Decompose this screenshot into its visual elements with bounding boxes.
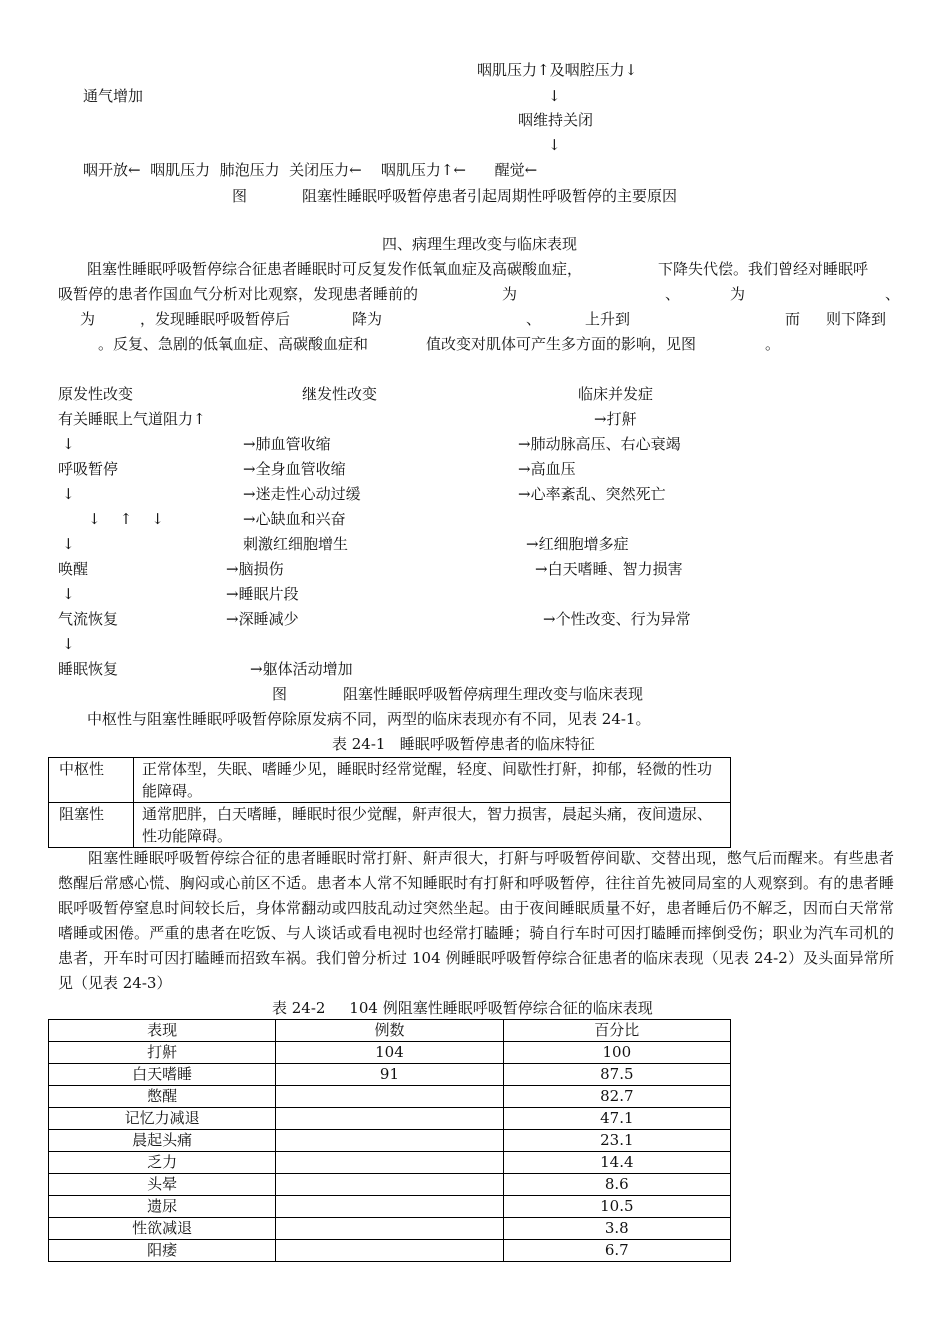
table-row	[49, 1064, 731, 1086]
para1-l3c: 降为	[352, 310, 383, 328]
fig2-right-6: →个性改变、行为异常	[543, 610, 691, 628]
fig1-line3: 咽开放← 咽肌压力 肺泡压力 关闭压力← 咽肌压力↑← 醒觉←	[83, 161, 538, 179]
fig2-caption: 阻塞性睡眠呼吸暂停病理生理改变与临床表现	[343, 685, 644, 703]
table2-header: 表现	[49, 1020, 276, 1042]
para1-l2e: 、	[885, 285, 901, 303]
table-row	[49, 1240, 731, 1262]
fig2-mid-6: →睡眠片段	[226, 585, 299, 603]
fig2-right-0: →打鼾	[594, 410, 637, 428]
fig2-right-5: →白天嗜睡、智力损害	[535, 560, 683, 578]
table2-cell	[276, 1240, 503, 1262]
fig2-right-4: →红细胞增多症	[526, 535, 629, 553]
table2-cell: 晨起头痛	[49, 1130, 276, 1152]
para1-l4a: 。反复、急剧的低氧血症、高碳酸血症和	[98, 335, 369, 353]
table2-cell	[276, 1174, 503, 1196]
table2-cell: 憋醒	[49, 1086, 276, 1108]
para1-l3b: ，发现睡眠呼吸暂停后	[140, 310, 291, 328]
table-row	[49, 1086, 731, 1108]
table2-cell: 头晕	[49, 1174, 276, 1196]
table2-cell: 阳痿	[49, 1240, 276, 1262]
table2-cell: 10.5	[503, 1196, 730, 1218]
table2-cell	[276, 1218, 503, 1240]
para1-l4c: 。	[765, 335, 781, 353]
table2-cell: 87.5	[503, 1064, 730, 1086]
para1-l3d: 、	[526, 310, 542, 328]
table2-cell: 打鼾	[49, 1042, 276, 1064]
fig2-right-2: →高血压	[518, 460, 576, 478]
para3: 阻塞性睡眠呼吸暂停综合征的患者睡眠时常打鼾、鼾声很大，打鼾与呼吸暂停间歇、交替出现，憋气后而醒来。有些患者憋醒后常感心慌、胸闷或心前区不适。患者本人常不知睡眠时有打鼾和呼吸暂停，往往首先被同局室的人观察到。有的患者睡眠呼吸暂停窒息时间较长后，身体常翻动或四肢乱动过突然坐起。由于夜间睡眠质量不好，患者睡后仍不解乏，因而白天常常嗜睡或困倦。严重的患者在吃饭、与人谈话或看电视时也经常打瞌睡；骑自行车时可因打瞌睡而摔倒受伤；职业为汽车司机的患者，开车时可因打瞌睡而招致车祸。我们曾分析过 104 例睡眠呼吸暂停综合征患者的临床表现（见表 24-2）及头面异常所见（见表 24-3）	[58, 849, 894, 992]
fig1-caption: 阻塞性睡眠呼吸暂停患者引起周期性呼吸暂停的主要原因	[302, 187, 678, 205]
table2	[48, 1019, 731, 1262]
table2-cell: 乏力	[49, 1152, 276, 1174]
para1-l2d: 为	[730, 285, 746, 303]
table-row	[49, 1218, 731, 1240]
fig1-vent: 通气增加	[83, 87, 144, 105]
fig2-header-primary: 原发性改变	[58, 385, 134, 403]
para1-l2b: 为	[502, 285, 518, 303]
fig2-mid-1: →全身血管收缩	[243, 460, 346, 478]
fig2-right-1: →肺动脉高压、右心衰竭	[518, 435, 681, 453]
table2-cell: 104	[276, 1042, 503, 1064]
fig2-left-3: ↓	[62, 485, 75, 503]
table2-cell: 47.1	[503, 1108, 730, 1130]
table1	[48, 757, 731, 848]
fig2-mid-2: →迷走性心动过缓	[243, 485, 361, 503]
table-row	[49, 803, 731, 848]
table1-type: 阻塞性	[49, 803, 134, 848]
para1-l1a: 阻塞性睡眠呼吸暂停综合征患者睡眠时可反复发作低氧血症及高碳酸血症，	[87, 260, 583, 278]
table2-cell	[276, 1152, 503, 1174]
fig2-left-4: ↓ ↑ ↓	[88, 510, 164, 528]
para1-l3f: 而	[785, 310, 801, 328]
fig2-left-5: ↓	[62, 535, 75, 553]
table1-type: 中枢性	[49, 758, 134, 803]
fig2-mid-7: →深睡减少	[226, 610, 299, 628]
fig2-right-3: →心率紊乱、突然死亡	[518, 485, 666, 503]
table2-cell: 遗尿	[49, 1196, 276, 1218]
table2-cell	[276, 1130, 503, 1152]
table2-cell	[276, 1196, 503, 1218]
table2-header-row	[49, 1020, 731, 1042]
table-row	[49, 1130, 731, 1152]
table2-header: 百分比	[503, 1020, 730, 1042]
table-row	[49, 1108, 731, 1130]
fig2-left-9: ↓	[62, 635, 75, 653]
table2-cell: 100	[503, 1042, 730, 1064]
fig2-mid-4: 刺激红细胞增生	[243, 535, 349, 553]
fig2-left-7: ↓	[62, 585, 75, 603]
table-row	[49, 1042, 731, 1064]
table2-cell: 82.7	[503, 1086, 730, 1108]
para2: 中枢性与阻塞性睡眠呼吸暂停除原发病不同，两型的临床表现亦有不同，见表 24-1。	[87, 710, 651, 728]
table1-desc: 正常体型，失眠、嗜睡少见，睡眠时经常觉醒，轻度、间歇性打鼾，抑郁，轻微的性功能障碍。	[134, 758, 731, 803]
table-row	[49, 1196, 731, 1218]
para1-l3g: 则下降到	[826, 310, 887, 328]
table-row	[49, 1174, 731, 1196]
fig2-header-secondary: 继发性改变	[302, 385, 378, 403]
table2-cell: 性欲减退	[49, 1218, 276, 1240]
fig1-arrow2: ↓	[548, 136, 561, 154]
para1-l4b: 值改变对肌体可产生多方面的影响，见图	[426, 335, 697, 353]
fig2-mid-8: →躯体活动增加	[250, 660, 353, 678]
fig2-left-1: ↓	[62, 435, 75, 453]
table1-desc: 通常肥胖，白天嗜睡，睡眠时很少觉醒，鼾声很大，智力损害，晨起头痛，夜间遗尿、性功能障碍。	[134, 803, 731, 848]
fig2-left-0: 有关睡眠上气道阻力↑	[58, 410, 206, 428]
table2-cell: 6.7	[503, 1240, 730, 1262]
fig2-mid-0: →肺血管收缩	[243, 435, 331, 453]
fig1-line1: 咽肌压力↑及咽腔压力↓	[477, 61, 638, 79]
table1-title: 表 24-1 睡眠呼吸暂停患者的临床特征	[332, 735, 595, 753]
para1-l2a: 吸暂停的患者作国血气分析对比观察，发现患者睡前的	[58, 285, 419, 303]
fig2-left-8: 气流恢复	[58, 610, 119, 628]
section-title: 四、病理生理改变与临床表现	[382, 235, 578, 253]
table2-header: 例数	[276, 1020, 503, 1042]
fig1-caption-label: 图	[232, 187, 248, 205]
para1-l1b: 下降失代偿。我们曾经对睡眠呼	[658, 260, 869, 278]
fig1-line2: 咽维持关闭	[518, 111, 594, 129]
table2-cell: 23.1	[503, 1130, 730, 1152]
fig2-caption-label: 图	[272, 685, 288, 703]
para1-l2c: 、	[665, 285, 681, 303]
table2-cell: 3.8	[503, 1218, 730, 1240]
fig2-mid-3: →心缺血和兴奋	[243, 510, 346, 528]
table2-cell	[276, 1086, 503, 1108]
table2-title: 表 24-2 104 例阻塞性睡眠呼吸暂停综合征的临床表现	[272, 999, 653, 1017]
para1-l3a: 为	[80, 310, 96, 328]
fig2-header-clinical: 临床并发症	[578, 385, 654, 403]
table2-cell: 8.6	[503, 1174, 730, 1196]
fig2-left-6: 唤醒	[58, 560, 89, 578]
table2-cell: 91	[276, 1064, 503, 1086]
fig2-left-10: 睡眠恢复	[58, 660, 119, 678]
table2-cell	[276, 1108, 503, 1130]
fig2-mid-5: →脑损伤	[226, 560, 284, 578]
fig1-arrow1: ↓	[548, 87, 561, 105]
table2-cell: 记忆力减退	[49, 1108, 276, 1130]
para1-l3e: 上升到	[585, 310, 631, 328]
table-row	[49, 1152, 731, 1174]
table2-cell: 14.4	[503, 1152, 730, 1174]
table2-cell: 白天嗜睡	[49, 1064, 276, 1086]
fig2-left-2: 呼吸暂停	[58, 460, 119, 478]
table-row	[49, 758, 731, 803]
